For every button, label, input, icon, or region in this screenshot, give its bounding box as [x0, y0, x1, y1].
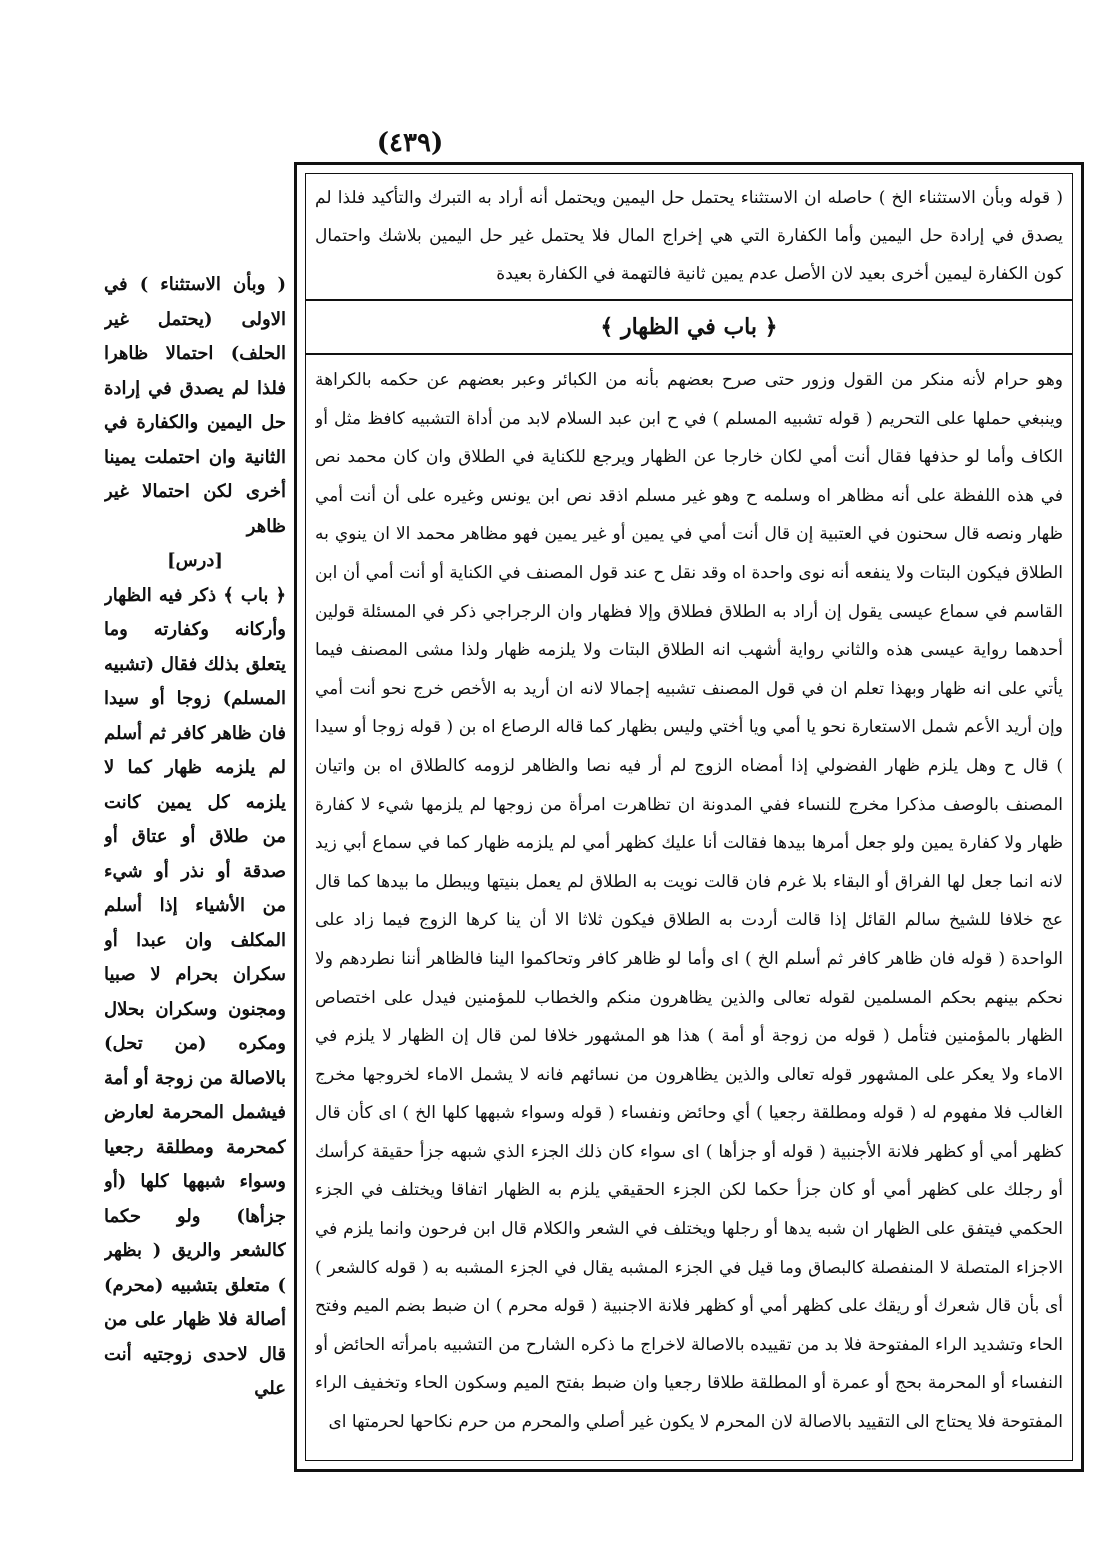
top-gloss: ( قوله وبأن الاستثناء الخ ) حاصله ان الاستثناء يحتمل حل اليمين ويحتمل أنه أراد به التبرك والتأكيد فلذا لم يصدق في إرادة حل اليمين وأما الكفارة التي هي إخراج المال فلا يحتمل غير حل اليمين بلاشك واحتمال كون الكفارة ليمين أخرى بعيد لان الأصل عدم يمين ثانية فالتهمة في الكفارة بعيدة: [315, 188, 1063, 284]
main-text-frame: [294, 162, 1084, 1472]
dars-marker: [درس]: [167, 550, 223, 571]
side-column: [104, 268, 286, 1468]
divider-line: [305, 353, 1073, 355]
chapter-title: ﴿ باب في الظهار ﴾: [600, 314, 778, 340]
divider-line: [305, 299, 1073, 301]
side-text-2: ﴿ باب ﴾ ذكر فيه الظهار وأركانه وكفارته وما يتعلق بذلك فقال (تشبيه المسلم) زوجا أو سيدا فان ظاهر كافر ثم أسلم لم يلزمه ظهار كما لا يلزمه كل يمين كانت من طلاق أو عتاق أو صدقة أو نذر أو شيء من الأشياء إذا أسلم المكلف وان عبدا أو سكران بحرام لا صبيا ومجنون وسكران بحلال ومكره (من تحل) بالاصالة من زوجة أو أمة فيشمل المحرمة لعارض كمحرمة ومطلقة رجعيا وسواء شبهها كلها (أو جزأها) ولو حكما كالشعر والريق ( بظهر ) متعلق بتشبيه (محرم) أصالة فلا ظهار على من قال لاحدى زوجتيه أنت علي: [104, 584, 286, 1399]
main-commentary: وهو حرام لأنه منكر من القول وزور حتى صرح بعضهم بأنه من الكبائر وعبر بعضهم عن حكمه بالكراهة وينبغي حملها على التحريم ( قوله تشبيه المسلم ) في ح ابن عبد السلام لابد من أداة التشبيه كافظ مثل أو الكاف وأما لو حذفها فقال أنت أمي لكان خارجا عن الظهار ويرجع للكناية في الطلاق وان كان محمد نص في هذه اللفظة على أنه مظاهر اه وسلمه ح وهو غير مسلم اذقد نص ابن يونس وغيره على أن أنت أمي ظهار ونصه قال سحنون في العتبية إن قال أنت أمي في يمين أو غير يمين فهو مظاهر محمد الا ان ينوي به الطلاق فيكون البتات ولا ينفعه أنه نوى واحدة اه وقد نقل ح عند قول المصنف في الكناية أو أنت أمي أن ابن القاسم في سماع عيسى يقول إن أراد به الطلاق فطلاق وإلا فظهار وان الرجراجي ذكر في المسئلة قولين أحدهما رواية عيسى هذه والثاني رواية أشهب انه الطلاق البتات ولا يلزمه ظهار ولذا مشى المصنف فيما يأتي على انه ظهار وبهذا تعلم ان في قول المصنف تشبيه إجمالا لانه ان أريد به الأخص خرج نحو أنت أمي وإن أريد الأعم شمل الاستعارة نحو يا أمي ويا أختي وليس بظهار كما قاله الرصاع اه بن ( قوله زوجا أو سيدا ) قال ح وهل يلزم ظهار الفضولي إذا أمضاه الزوج لم أر فيه نصا والظاهر لزومه كالطلاق اه بن واتيان المصنف بالوصف مذكرا مخرج للنساء ففي المدونة ان تظاهرت امرأة من زوجها لم يلزمها شيء لا كفارة ظهار ولا كفارة يمين ولو جعل أمرها بيدها فقالت أنا عليك كظهر أمي لم يلزمه ظهار كما في سماع أبي زيد لانه انما جعل لها الفراق أو البقاء بلا غرم فان قالت نويت به الطلاق لم يعمل بنيتها ويبطل ما بيدها كما قال عج خلافا للشيخ سالم القائل إذا قالت أردت به الطلاق فيكون ثلاثا الا أن ينا كرها الزوج فيما زاد على الواحدة ( قوله فان ظاهر كافر ثم أسلم الخ ) اى وأما لو ظاهر كافر وتحاكموا الينا فالظاهر أننا نطردهم ولا نحكم بينهم بحكم المسلمين لقوله تعالى والذين يظاهرون منكم والخطاب للمؤمنين فيدل على اختصاص الظهار بالمؤمنين فتأمل ( قوله من زوجة أو أمة ) هذا هو المشهور خلافا لمن قال إن الظهار لا يلزم في الاماء ولا يعكر على المشهور قوله تعالى والذين يظاهرون من نسائهم فانه لا يشمل الاماء لخروجها مخرج الغالب فلا مفهوم له ( قوله ومطلقة رجعيا ) أي وحائض ونفساء ( قوله وسواء شبهها كلها الخ ) اى كأن قال كظهر أمي أو كظهر فلانة الأجنبية ( قوله أو جزأها ) اى سواء كان ذلك الجزء الذي شبهه جزأ حقيقة كرأسك أو رجلك على كظهر أمي أو كان جزأ حكما لكن الجزء الحقيقي يلزم به الظهار اتفاقا ويختلف في الجزء الحكمي فيتفق على الظهار ان شبه يدها أو رجلها ويختلف في الشعر والكلام قال ابن فرحون وانما يلزم في الاجزاء المتصلة لا المنفصلة كالبصاق وما قيل في الجزء المشبه يقال في الجزء المشبه به ( قوله كالشعر ) أى بأن قال شعرك أو ريقك على كظهر أمي أو كظهر فلانة الاجنبية ( قوله محرم ) ان ضبط بضم الميم وفتح الحاء وتشديد الراء المفتوحة فلا بد من تقييده بالاصالة لاخراج ما ذكره الشارح من التشبيه بامرأته الحائض أو النفساء أو المحرمة بحج أو عمرة أو المطلقة طلاقا رجعيا وان ضبط بفتح الميم وسكون الحاء وتخفيف الراء المفتوحة فلا يحتاج الى التقييد بالاصالة لان المحرم لا يكون غير أصلي والمحرم من حرم نكاحها لحرمتها اى: [315, 370, 1063, 1433]
side-text-1: ( وبأن الاستثناء ) في الاولى (يحتمل غير الحلف) احتمالا ظاهرا فلذا لم يصدق في إرادة حل اليمين والكفارة في الثانية وان احتملت يمينا أخرى لكن احتمالا غير ظاهر: [104, 274, 286, 537]
page-number: (٤٣٩): [376, 128, 444, 158]
